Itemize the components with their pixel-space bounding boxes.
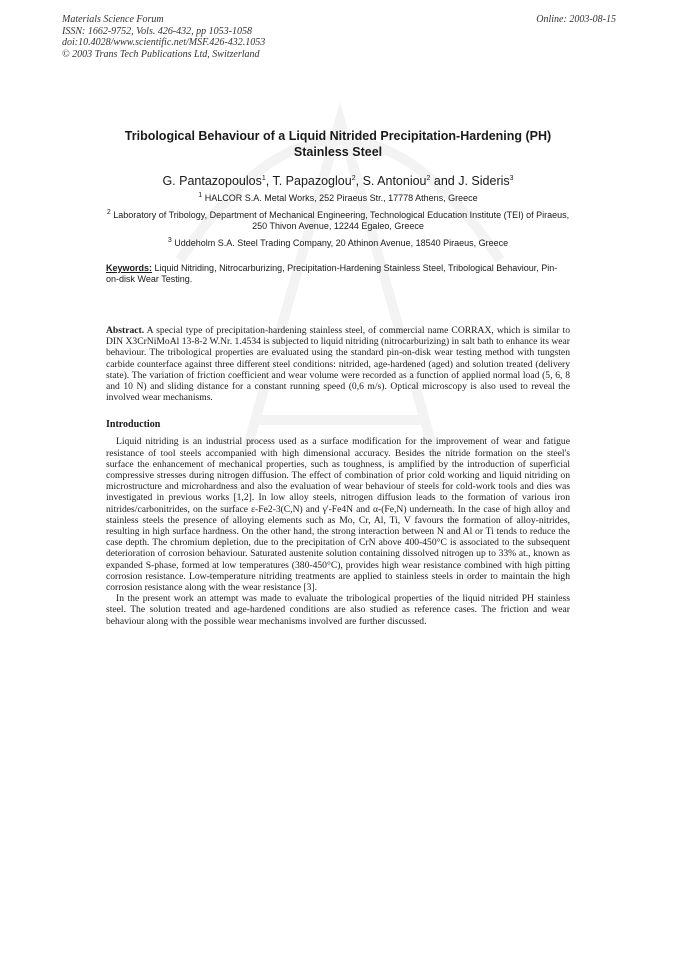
author-sup: 2 <box>426 174 431 182</box>
paper-title: Tribological Behaviour of a Liquid Nitrided Precipitation-Hardening (PH) Stainless Steel <box>124 129 552 159</box>
author-sup: 1 <box>261 174 266 182</box>
doi-line[interactable]: doi:10.4028/www.scientific.net/MSF.426-432.1053 <box>62 37 266 48</box>
author-name: T. Papazoglou <box>272 174 352 188</box>
section-heading-introduction: Introduction <box>106 419 161 431</box>
affiliation-sup: 1 <box>198 192 203 199</box>
author-sup: 2 <box>351 174 356 182</box>
publication-meta <box>62 14 265 60</box>
affiliation <box>106 210 570 232</box>
keywords <box>106 263 570 285</box>
abstract-text: A special type of precipitation-hardening stainless steel, of commercial name CORRAX, which is similar to DIN X3CrNiMoAl 13-8-2 W.Nr. 1.4534 is subjected to liquid nitriding (nitrocarburizing) in salt bath to enhance its wear behaviour. The tribological properties are evaluated using the standard pin-on-disk wear testing method with tungsten carbide counterface against three different steel conditions: nitrided, age-hardened (aged) and solution treated (delivery state). The variation of friction coefficient and wear volume were recorded as a function of applied normal load (5, 6, 8 and 10 N) and sliding distance for a constant running speed (0,6 m/s). Optical microscopy is also used to reveal the involved wear mechanisms. <box>106 325 571 404</box>
affiliation <box>106 193 570 204</box>
journal-name: Materials Science Forum <box>62 14 164 25</box>
author-name: G. Pantazopoulos <box>162 174 262 188</box>
affiliation-text: HALCOR S.A. Metal Works, 252 Piraeus Str., 17778 Athens, Greece <box>204 193 478 203</box>
author-list: G. Pantazopoulos$^1$, T. Papazoglou$^2$, S. Antoniou$^2$ and J. Sideris$^3$ <box>162 174 514 188</box>
copyright-line: © 2003 Trans Tech Publications Ltd, Switzerland <box>62 48 260 60</box>
author-name: J. Sideris <box>458 174 510 188</box>
affiliation-sup: 2 <box>106 209 111 216</box>
paper-body <box>106 128 570 627</box>
affiliation <box>106 238 570 249</box>
intro-paragraph: Liquid nitriding is an industrial process used as a surface modification for the improvement of wear and fatigue resistance of tool steels accompanied with high dimensional accuracy. Besides the nitride formation on the steel's surface the enhancement of mechanical properties, such as toughness, is amplified by the introduction of superficial compressive stresses during nitrogen diffusion. The effect of combination of prior cold working and liquid nitriding on microstructure and microhardness and also the evaluation of wear behaviour of steels for cold-work tools and dies was investigated in previous works [1,2]. In low alloy steels, nitrogen diffusion leads to the formation of various iron nitrides/carbonitrides, on the surface ε-Fe2-3(C,N) and γ'-Fe4N and α-(Fe,N) underneath. In the case of high alloy and stainless steels the presence of alloying elements such as Mo, Cr, Al, Ti, V favours the formation of alloy-nitrides, resulting in high surface hardness. On the other hand, the strong interaction between N and Al or Ti tends to reduce the case depth. The chromium depletion, due to the precipitation of CrN above 400-450°C is associated to the subsequent deterioration of corrosion behaviour. Saturated austenite solution containing dissolved nitrogen up to 33% at., known as expanded S-phase, formed at low temperatures (380-450°C), provides high wear resistance combined with high pitting corrosion resistance. Low-temperature nitriding treatments are applied to stainless steels in order to maintain the high corrosion resistance along with the wear resistance [3]. <box>106 436 570 594</box>
keywords-label: Keywords: <box>106 263 153 273</box>
online-date: Online: 2003-08-15 <box>536 14 616 25</box>
issn-line: ISSN: 1662-9752, Vols. 426-432, pp 1053-1058 <box>62 25 252 37</box>
author-sup: 3 <box>509 174 514 182</box>
affiliation-sup: 3 <box>167 237 172 244</box>
author-name: S. Antoniou <box>362 174 427 188</box>
intro-paragraph: In the present work an attempt was made to evaluate the tribological properties of the liquid nitrided PH stainless steel. The solution treated and age-hardened conditions are also studied as reference cases. The friction and wear behaviour along with the possible wear mechanisms involved are further discussed. <box>106 593 570 627</box>
keywords-text: Liquid Nitriding, Nitrocarburizing, Precipitation-Hardening Stainless Steel, Tribological Behaviour, Pin-on-disk Wear Testing. <box>106 263 558 284</box>
abstract-label: Abstract. <box>106 325 145 336</box>
affiliation-text: Uddeholm S.A. Steel Trading Company, 20 Athinon Avenue, 18540 Piraeus, Greece <box>174 238 509 248</box>
affiliation-text: Laboratory of Tribology, Department of Mechanical Engineering, Technological Education Institute (TEI) of Piraeus, 250 Thivon Avenue, 12244 Egaleo, Greece <box>113 210 570 231</box>
abstract <box>106 325 570 403</box>
